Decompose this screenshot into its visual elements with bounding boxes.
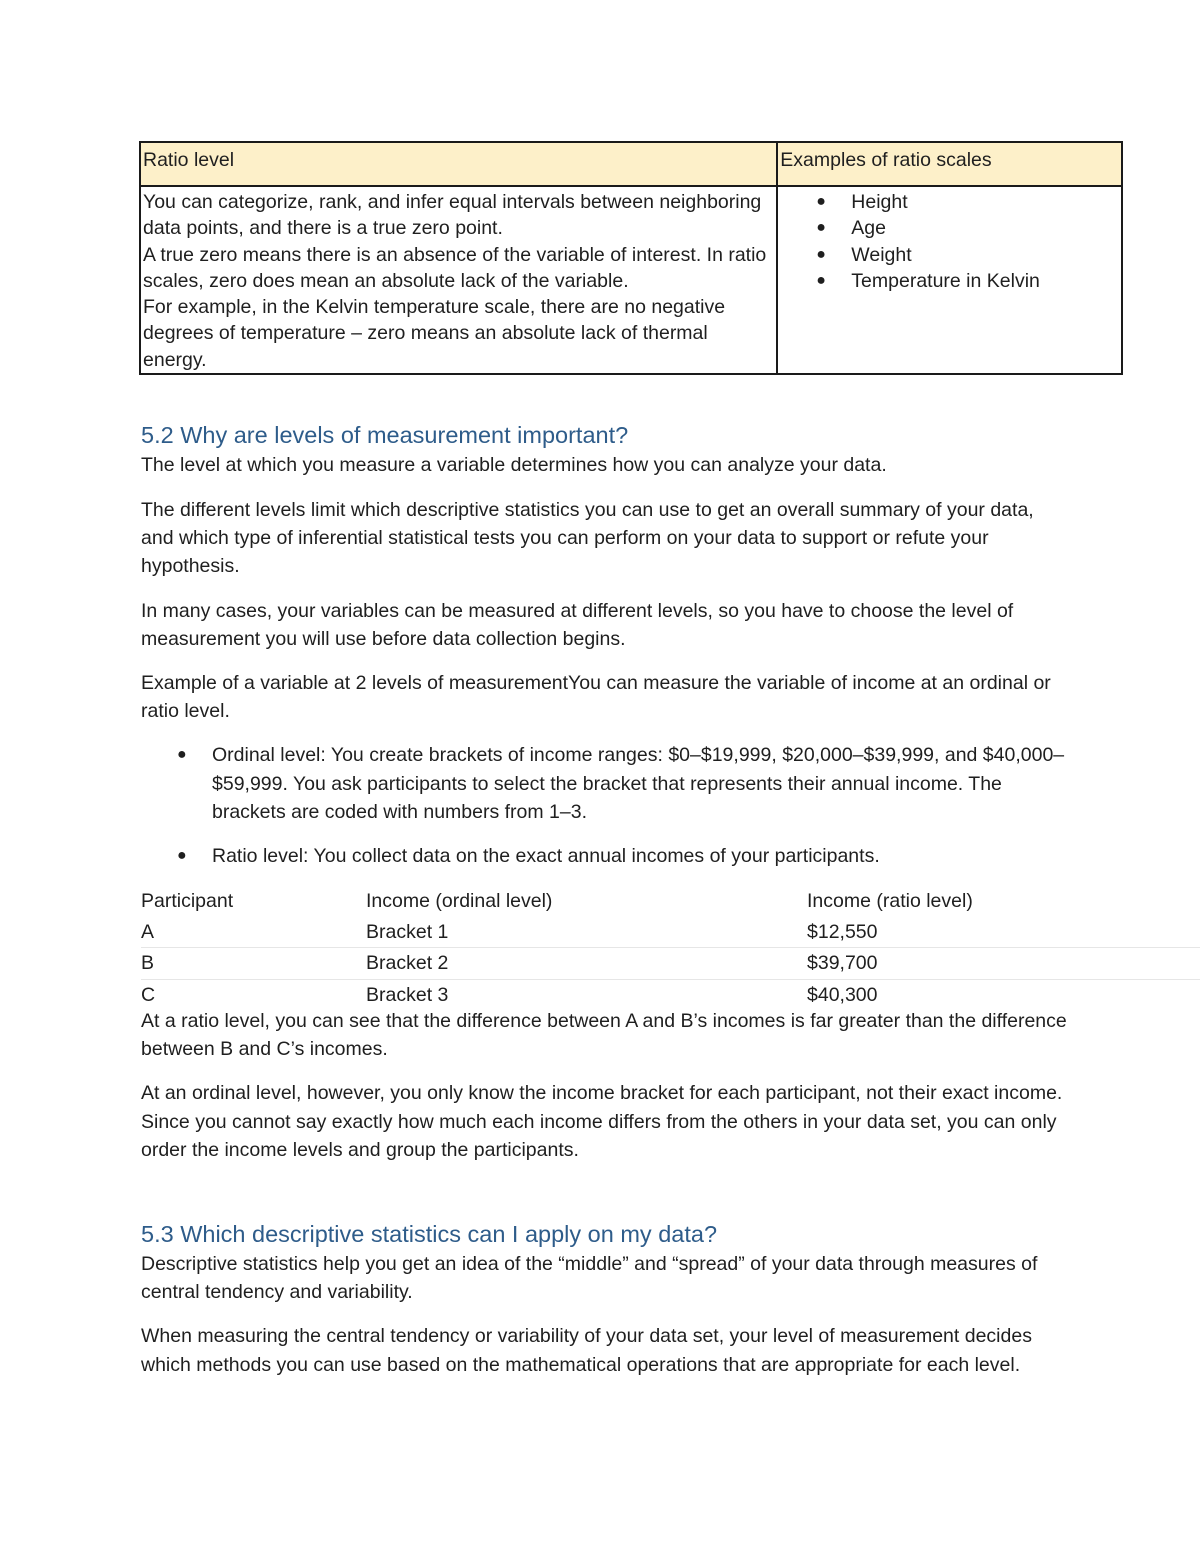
ratio-description-cell	[140, 186, 777, 374]
section-heading: 5.3 Which descriptive statistics can I apply on my data?	[141, 1221, 718, 1247]
table-header-row	[140, 142, 1122, 186]
measurement-levels-list	[141, 741, 1071, 870]
table-cell: $40,300	[807, 983, 878, 1006]
column-header: Participant	[141, 890, 234, 912]
table-header-row	[141, 886, 1200, 917]
list-item: ● Ratio level: You collect data on the exact annual incomes of your participants.	[141, 842, 1071, 870]
paragraph: The level at which you measure a variable determines how you can analyze your data.	[141, 454, 887, 476]
table-row	[141, 917, 1200, 948]
column-header: Income (ratio level)	[807, 890, 973, 912]
table-cell: Bracket 1	[366, 917, 807, 948]
list-item: ● Height	[780, 189, 1121, 215]
examples-list	[780, 189, 1121, 294]
table-row	[141, 948, 1200, 980]
table-cell: Bracket 3	[366, 983, 449, 1006]
table-cell: C	[141, 983, 156, 1006]
paragraph: At a ratio level, you can see that the difference between A and B’s incomes is far greater than the difference between B and C’s incomes.	[141, 1010, 1067, 1061]
paragraph: The different levels limit which descriptive statistics you can use to get an overall summary of your data, and which type of inferential statistical tests you can perform on your data to support or refute your hypothesis.	[141, 499, 1034, 578]
description-line: energy.	[143, 348, 207, 371]
section-5-3	[141, 1219, 1071, 1379]
table-cell: $39,700	[807, 948, 1200, 980]
list-item: ● Temperature in Kelvin	[780, 268, 1121, 294]
table-cell: $12,550	[807, 917, 1200, 948]
paragraph: When measuring the central tendency or variability of your data set, your level of measurement decides which methods you can use based on the mathematical operations that are appropriate for each level.	[141, 1325, 1032, 1376]
table-cell: Bracket 2	[366, 948, 807, 980]
ratio-level-table	[139, 141, 1123, 375]
section-5-2-body	[141, 496, 1071, 870]
description-line: degrees of temperature – zero means an absolute lack of thermal	[143, 322, 708, 345]
description-line: A true zero means there is an absence of the variable of interest. In ratio	[143, 243, 767, 266]
table-cell: B	[141, 948, 366, 980]
description-line: data points, and there is a true zero point.	[143, 217, 503, 240]
paragraph: Example of a variable at 2 levels of measurementYou can measure the variable of income at an ordinal or ratio level.	[141, 672, 1051, 723]
section-5-2	[141, 420, 1071, 479]
description-line: scales, zero does mean an absolute lack of the variable.	[143, 269, 629, 292]
column-header: Income (ordinal level)	[366, 890, 553, 912]
paragraph: Descriptive statistics help you get an idea of the “middle” and “spread” of your data through measures of central tendency and variability.	[141, 1253, 1038, 1304]
income-discussion	[141, 1007, 1071, 1164]
list-item: ● Ordinal level: You create brackets of income ranges: $0–$19,999, $20,000–$39,999, and $40,000–$59,999. You ask participants to select the bracket that represents their annual income. The brackets are coded with numbers from 1–3.	[141, 741, 1071, 826]
description-line: For example, in the Kelvin temperature scale, there are no negative	[143, 296, 726, 319]
paragraph: At an ordinal level, however, you only know the income bracket for each participant, not their exact income. Since you cannot say exactly how much each income differs from the others in your data set, you can only order the income levels and group the participants.	[141, 1082, 1063, 1161]
description-line: You can categorize, rank, and infer equal intervals between neighboring	[143, 191, 762, 213]
table-row	[141, 979, 1200, 1010]
list-item: ● Weight	[780, 242, 1121, 268]
income-table	[141, 886, 1200, 1010]
examples-cell	[777, 186, 1122, 374]
header-examples: Examples of ratio scales	[777, 142, 1122, 186]
header-ratio-level: Ratio level	[140, 142, 777, 186]
list-item: ● Age	[780, 215, 1121, 241]
table-row	[140, 186, 1122, 374]
table-cell: A	[141, 917, 366, 948]
section-heading: 5.2 Why are levels of measurement important?	[141, 422, 629, 448]
paragraph: In many cases, your variables can be measured at different levels, so you have to choose the level of measurement you will use before data collection begins.	[141, 599, 1014, 650]
